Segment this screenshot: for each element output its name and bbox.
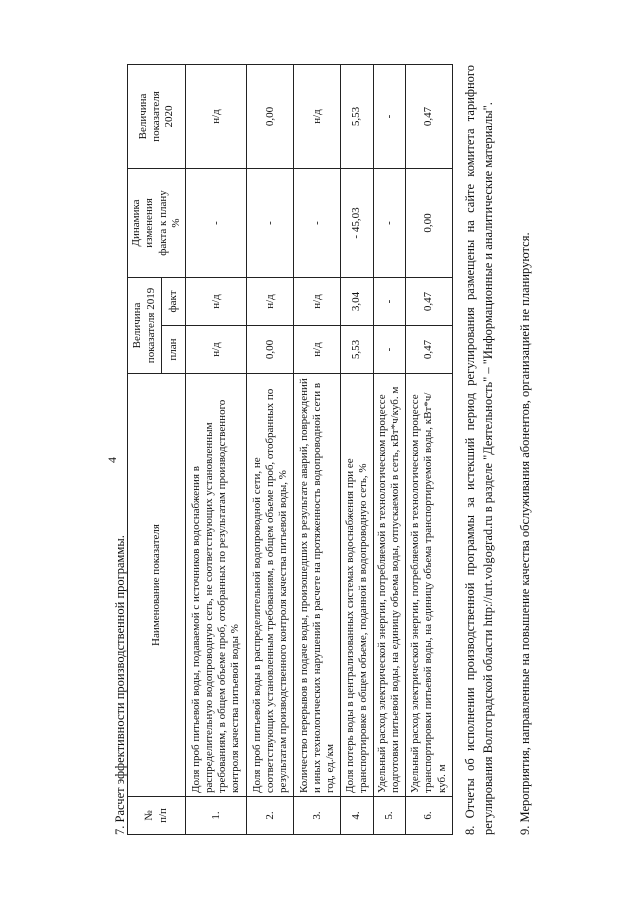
- row-fact: н/д: [294, 277, 341, 325]
- row-fact: 3,04: [341, 277, 373, 325]
- header-plan: план: [162, 326, 186, 374]
- table-row: [294, 64, 341, 834]
- row-num: 3.: [294, 797, 341, 835]
- table-row: [406, 64, 453, 834]
- row-dynamics: -: [247, 168, 294, 277]
- row-name: Доля проб питьевой воды в распределительной водопроводной сети, не соответствующих установленным требованиям, в общем объеме проб, отобранных по результатам производственного контроля качества питьевой воды, %: [247, 374, 294, 797]
- row-value-2020: н/д: [186, 64, 247, 168]
- row-value-2020: 0,47: [406, 64, 453, 168]
- row-name: Удельный расход электрической энергии, потребляемой в технологическом процессе подготовки питьевой воды, на единицу объема воды, отпускаемой в сеть, кВт*ч/куб. м: [373, 374, 405, 797]
- row-plan: н/д: [186, 326, 247, 374]
- row-dynamics: -: [186, 168, 247, 277]
- row-dynamics: -: [373, 168, 405, 277]
- row-fact: 0,47: [406, 277, 453, 325]
- table-row: [341, 64, 373, 834]
- row-plan: -: [373, 326, 405, 374]
- row-plan: 0,00: [247, 326, 294, 374]
- row-plan: 5,53: [341, 326, 373, 374]
- section7-title: 7. Расчет эффективности производственной программы.: [113, 535, 127, 835]
- header-value-2019: Величина показателя 2019: [128, 277, 162, 373]
- header-fact: факт: [162, 277, 186, 325]
- row-plan: н/д: [294, 326, 341, 374]
- row-name: Доля потерь воды в централизованных системах водоснабжения при ее транспортировке в общем объеме, поданной в водопроводную сеть, %: [341, 374, 373, 797]
- section9-text: 9. Мероприятия, направленные на повышение качества обслуживания абонентов, организацией не планируются.: [518, 232, 532, 835]
- table-row: [247, 64, 294, 834]
- row-plan: 0,47: [406, 326, 453, 374]
- table-row: [373, 64, 405, 834]
- row-num: 1.: [186, 797, 247, 835]
- row-dynamics: 0,00: [406, 168, 453, 277]
- row-num: 5.: [373, 797, 405, 835]
- table-row: [186, 64, 247, 834]
- row-fact: н/д: [186, 277, 247, 325]
- row-dynamics: -: [294, 168, 341, 277]
- row-name: Удельный расход электрической энергии, потребляемой в технологическом процессе транспортировки питьевой воды, на единицу объема транспортируемой воды, кВт*ч/куб. м: [406, 374, 453, 797]
- row-value-2020: -: [373, 64, 405, 168]
- row-value-2020: 0,00: [247, 64, 294, 168]
- header-value-2020: Величина показателя 2020: [128, 64, 186, 168]
- section8-text: 8. Отчеты об исполнении производственной программы за истекший период регулирования размещены на сайте комитета тарифного регулирования Волгоградской области http://urt.volgograd.ru в разделе "Деятельность" – "Информационные и аналитические материалы".: [463, 65, 495, 835]
- header-num: № п/п: [128, 797, 186, 835]
- row-dynamics: - 45,03: [341, 168, 373, 277]
- row-num: 6.: [406, 797, 453, 835]
- header-name: Наименование показателя: [128, 374, 186, 797]
- row-value-2020: 5,53: [341, 64, 373, 168]
- page-number: 4: [105, 457, 119, 463]
- row-value-2020: н/д: [294, 64, 341, 168]
- row-name: Количество перерывов в подаче воды, произошедших в результате аварий, повреждений и иных технологических нарушений в расчете на протяженность водопроводной сети в год, ед./км: [294, 374, 341, 797]
- row-name: Доля проб питьевой воды, подаваемой с источников водоснабжения в распределительную водопроводную сеть, не соответствующих установленным требованиям, в общем объеме проб, отобранных по результатам производственного контроля качества питьевой воды %: [186, 374, 247, 797]
- row-num: 2.: [247, 797, 294, 835]
- efficiency-table: [127, 64, 453, 835]
- row-fact: -: [373, 277, 405, 325]
- header-dynamics: Динамика изменения факта к плану %: [128, 168, 186, 277]
- row-fact: н/д: [247, 277, 294, 325]
- row-num: 4.: [341, 797, 373, 835]
